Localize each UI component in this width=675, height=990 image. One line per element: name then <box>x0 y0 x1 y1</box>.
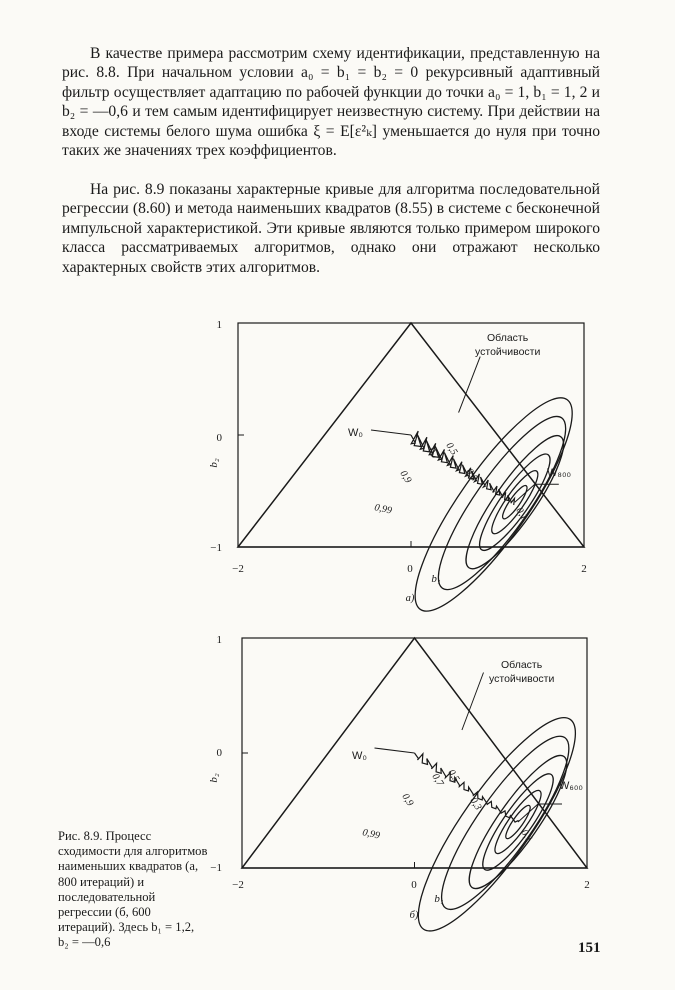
panel-label: б) <box>409 910 419 921</box>
stability-label-2: устойчивости <box>475 346 541 358</box>
contour-label: 0,5 <box>445 767 462 785</box>
y-tick-mid: 0 <box>216 747 222 759</box>
x-tick-mid: 0 <box>411 879 417 891</box>
contour-label: 0,1 <box>518 827 535 845</box>
start-label: W₀ <box>348 427 363 439</box>
y-axis-label: b₂ <box>208 458 220 468</box>
stability-label-1: Область <box>487 332 529 344</box>
y-tick-top: 1 <box>216 634 222 646</box>
contour-label: 0,5 <box>443 440 460 458</box>
stability-leader <box>459 357 481 413</box>
paragraph-1: В качестве примера рассмотрим схему идентификации, представленную на рис. 8.8. При начальном условии a₀ = b₁ = b₂ = 0 рекурсивный адаптивный фильтр осуществляет адаптацию по рабочей функции до точки a₀ = 1, b₁ = 1, 2 и b₂ = —0,6 и тем самым идентифицирует неизвестную систему. При действии на входе системы белого шума ошибка ξ = E[ε²ₖ] уменьшается до нуля при точно таких же значениях трех коэффициентов. <box>62 45 600 160</box>
x-tick-right: 2 <box>584 879 590 891</box>
y-tick-mid: 0 <box>216 432 222 444</box>
contour-0-99 <box>396 700 599 949</box>
page-number: 151 <box>578 940 601 956</box>
start-leader <box>375 748 415 753</box>
panel-label: а) <box>405 593 415 604</box>
contour-label: 0,3 <box>463 466 480 484</box>
stability-leader <box>462 673 484 731</box>
x-tick-mid: 0 <box>407 563 413 575</box>
x-tick-left: −2 <box>232 563 244 575</box>
contour-0-5 <box>470 447 559 558</box>
end-label: W₈₀₀ <box>547 467 572 479</box>
contour-label: 0,3 <box>467 795 484 813</box>
contour-label: 0,9 <box>397 468 414 486</box>
x-axis-label: b₁ <box>431 573 441 585</box>
convergence-path <box>415 753 519 822</box>
contour-0-9 <box>420 402 584 603</box>
start-label: W₀ <box>352 750 367 762</box>
contour-label: 0,7 <box>425 445 442 463</box>
contour-label: 0,99 <box>361 827 381 842</box>
x-tick-right: 2 <box>581 563 587 575</box>
end-label: W₆₀₀ <box>559 780 583 792</box>
x-tick-left: −2 <box>232 879 244 891</box>
x-axis-label: b₁ <box>434 893 444 905</box>
stability-label-2: устойчивости <box>489 673 555 685</box>
contour-label: 0,1 <box>513 505 530 523</box>
y-tick-top: 1 <box>216 319 222 331</box>
contour-0-99 <box>392 380 595 629</box>
figure-caption: Рис. 8.9. Процесс сходимости для алгоритмов наименьших квадратов (а, 800 итераций) и последовательной регрессии (б, 600 итераций). Здесь b₁ = 1,2, b₂ = —0,6 <box>58 829 208 950</box>
y-axis-label: b₂ <box>208 773 220 783</box>
y-tick-bottom: −1 <box>210 862 222 874</box>
paragraph-2: На рис. 8.9 показаны характерные кривые для алгоритма последовательной регрессии (8.60) и метода наименьших квадратов (8.55) в системе с бесконечной импульсной характеристикой. Эти кривые являются только примером широкого класса рассматриваемых алгоритмов, однако они отражают несколько характерных свойств этих алгоритмов. <box>62 181 600 276</box>
start-leader <box>371 430 411 435</box>
contour-label: 0,9 <box>399 791 416 809</box>
contour-label: 0,99 <box>373 502 393 517</box>
stability-label-1: Область <box>501 659 543 671</box>
y-tick-bottom: −1 <box>210 542 222 554</box>
contour-label: 0,7 <box>429 771 446 789</box>
contour-0-9 <box>423 722 587 923</box>
figure-a <box>0 305 675 615</box>
